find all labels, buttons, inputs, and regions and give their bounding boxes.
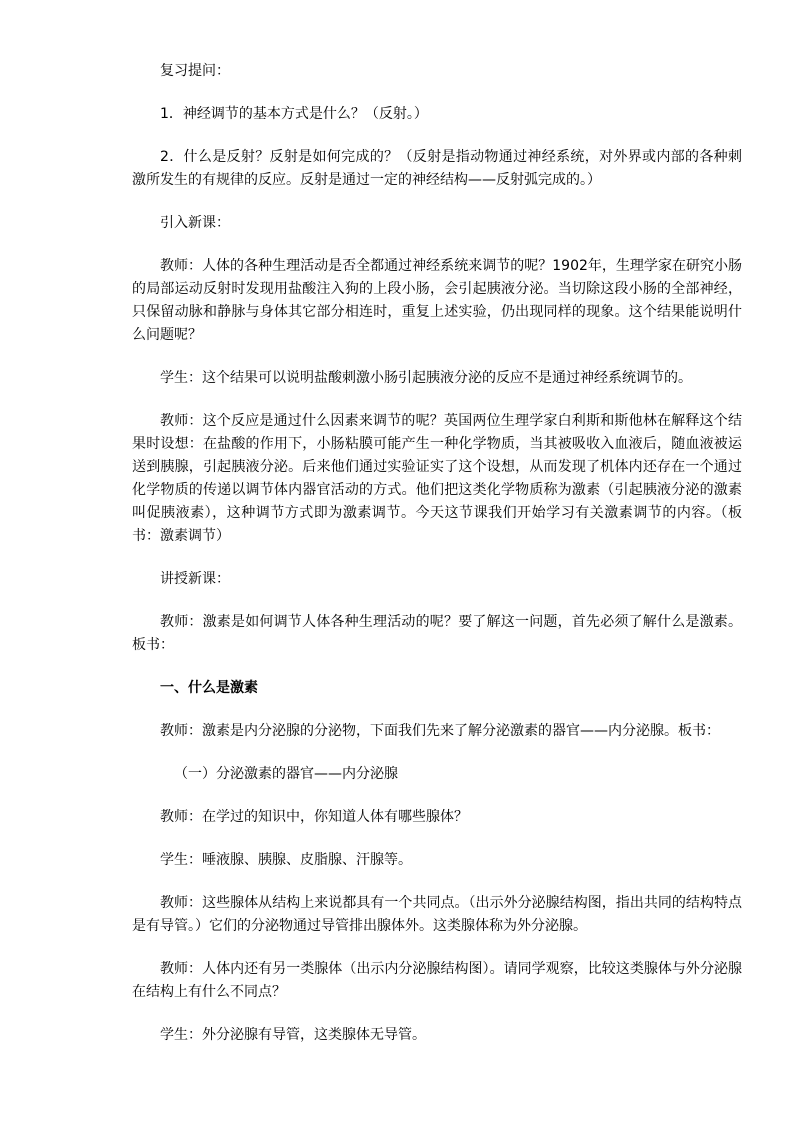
teacher-paragraph: 教师：激素是内分泌腺的分泌物，下面我们先来了解分泌激素的器官——内分泌腺。板书： — [160, 723, 720, 739]
review-heading: 复习提问： — [160, 63, 230, 79]
teacher-paragraph: 教师：这个反应是通过什么因素来调节的呢？英国两位生理学家白利斯和斯他林在解释这个结果时设想：在盐酸的作用下，小肠粘膜可能产生一种化学物质，当其被吸收入血液后，随血液被运送到胰腺，引起胰液分泌。后来他们通过实验证实了这个设想，从而发现了机体内还存在一个通过化学物质的传递以调节体内器官活动的方式。他们把这类化学物质称为激素（引起胰液分泌的激素叫促胰液素），这种调节方式即为激素调节。今天这节课我们开始学习有关激素调节的内容。（板书：激素调节） — [132, 413, 742, 544]
question-2: 2．什么是反射？反射是如何完成的？（反射是指动物通过神经系统，对外界或内部的各种刺激所发生的有规律的反应。反射是通过一定的神经结构——反射弧完成的。） — [132, 149, 742, 188]
question-1: 1．神经调节的基本方式是什么？（反射。） — [160, 106, 428, 122]
teacher-paragraph: 教师：在学过的知识中，你知道人体有哪些腺体？ — [160, 809, 468, 825]
intro-heading: 引入新课： — [160, 215, 230, 231]
teacher-paragraph: 教师：人体的各种生理活动是否全都通过神经系统来调节的呢？1902年，生理学家在研究小肠的局部运动反射时发现用盐酸注入狗的上段小肠，会引起胰液分泌。当切除这段小肠的全部神经，只保留动脉和静脉与身体其它部分相连时，重复上述实验，仍出现同样的现象。这个结果能说明什么问题呢？ — [132, 258, 742, 343]
teacher-paragraph: 教师：这些腺体从结构上来说都具有一个共同点。（出示外分泌腺结构图，指出共同的结构特点是有导管。）它们的分泌物通过导管排出腺体外。这类腺体称为外分泌腺。 — [132, 895, 742, 934]
student-paragraph: 学生：这个结果可以说明盐酸刺激小肠引起胰液分泌的反应不是通过神经系统调节的。 — [160, 370, 692, 386]
section-title-hormone: 一、什么是激素 — [160, 680, 258, 696]
student-paragraph: 学生：唾液腺、胰腺、皮脂腺、汗腺等。 — [160, 852, 412, 868]
student-paragraph: 学生：外分泌腺有导管，这类腺体无导管。 — [160, 1027, 426, 1043]
document-body — [132, 60, 742, 1067]
lesson-heading: 讲授新课： — [160, 571, 230, 587]
subsection-title-endocrine: （一）分泌激素的器官——内分泌腺 — [174, 766, 398, 782]
teacher-paragraph: 教师：激素是如何调节人体各种生理活动的呢？要了解这一问题，首先必须了解什么是激素。板书： — [132, 614, 742, 653]
teacher-paragraph: 教师：人体内还有另一类腺体（出示内分泌腺结构图）。请同学观察，比较这类腺体与外分泌腺在结构上有什么不同点？ — [132, 961, 742, 1000]
